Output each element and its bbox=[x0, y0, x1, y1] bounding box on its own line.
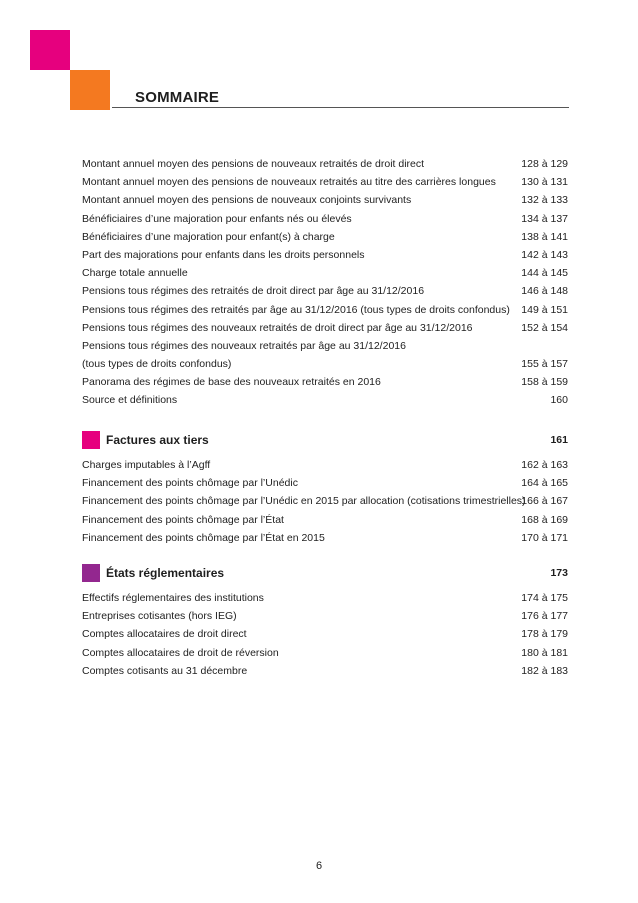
toc-entry[interactable]: Panorama des régimes de base des nouveaux retraités en 2016 158 à 159 bbox=[82, 376, 568, 389]
toc-entry[interactable]: Effectifs réglementaires des institutions 174 à 175 bbox=[82, 592, 568, 604]
toc-entry[interactable]: Pensions tous régimes des retraités de droit direct par âge au 31/12/2016 146 à 148 bbox=[82, 285, 568, 298]
toc-entry[interactable]: Montant annuel moyen des pensions de nouveaux conjoints survivants 132 à 133 bbox=[82, 194, 568, 207]
toc-entry[interactable]: Pensions tous régimes des retraités par âge au 31/12/2016 (tous types de droits confondus) 149 à 151 bbox=[82, 303, 568, 316]
section-header-factures[interactable]: Factures aux tiers 161 bbox=[82, 431, 569, 449]
section-marker-purple bbox=[82, 564, 100, 582]
page-number: 6 bbox=[315, 860, 323, 872]
toc-entry[interactable]: Comptes cotisants au 31 décembre 182 à 183 bbox=[82, 664, 568, 677]
toc-entry[interactable]: Pensions tous régimes des nouveaux retraités par âge au 31/12/2016 bbox=[82, 339, 406, 352]
toc-entry[interactable]: Comptes allocataires de droit de réversion 180 à 181 bbox=[82, 646, 568, 659]
toc-entry[interactable]: Part des majorations pour enfants dans les droits personnels 142 à 143 bbox=[82, 248, 568, 261]
toc-entry[interactable]: Charges imputables à l’Agff 162 à 163 bbox=[82, 459, 568, 471]
toc-entry[interactable]: Entreprises cotisantes (hors IEG) 176 à 177 bbox=[82, 610, 568, 623]
decorative-pink-square bbox=[30, 30, 70, 70]
section-header-etats[interactable]: États réglementaires 173 bbox=[82, 564, 569, 582]
toc-entry[interactable]: Source et définitions 160 bbox=[82, 394, 568, 407]
page-title: SOMMAIRE bbox=[135, 89, 220, 106]
toc-entry[interactable]: Financement des points chômage par l’État 168 à 169 bbox=[82, 513, 568, 526]
toc-entry[interactable]: Financement des points chômage par l’Unédic en 2015 par allocation (cotisations trimestrielles) 166 à 167 bbox=[82, 495, 568, 508]
toc-entry[interactable]: Montant annuel moyen des pensions de nouveaux retraités de droit direct 128 à 129 bbox=[82, 158, 568, 170]
toc-entry[interactable]: Financement des points chômage par l’État en 2015 170 à 171 bbox=[82, 531, 568, 544]
toc-list-etats bbox=[82, 589, 569, 680]
toc-entry[interactable]: Bénéficiaires d’une majoration pour enfants nés ou élevés 134 à 137 bbox=[82, 212, 568, 225]
toc-entry[interactable]: Montant annuel moyen des pensions de nouveaux retraités au titre des carrières longues 130 à 131 bbox=[82, 176, 568, 189]
toc-entry[interactable]: Pensions tous régimes des nouveaux retraités de droit direct par âge au 31/12/2016 152 à 154 bbox=[82, 321, 568, 334]
toc-entry[interactable]: Bénéficiaires d’une majoration pour enfant(s) à charge 138 à 141 bbox=[82, 230, 568, 243]
toc-entry[interactable]: Comptes allocataires de droit direct 178 à 179 bbox=[82, 628, 568, 641]
toc-entry[interactable]: (tous types de droits confondus) 155 à 157 bbox=[82, 358, 568, 371]
toc-entry[interactable]: Financement des points chômage par l’Unédic 164 à 165 bbox=[82, 477, 568, 490]
toc-list-main bbox=[82, 155, 569, 410]
title-underline bbox=[112, 107, 569, 108]
toc-entry[interactable]: Charge totale annuelle 144 à 145 bbox=[82, 267, 568, 280]
toc-list-factures bbox=[82, 456, 569, 547]
decorative-orange-square bbox=[70, 70, 110, 110]
section-marker-pink bbox=[82, 431, 100, 449]
